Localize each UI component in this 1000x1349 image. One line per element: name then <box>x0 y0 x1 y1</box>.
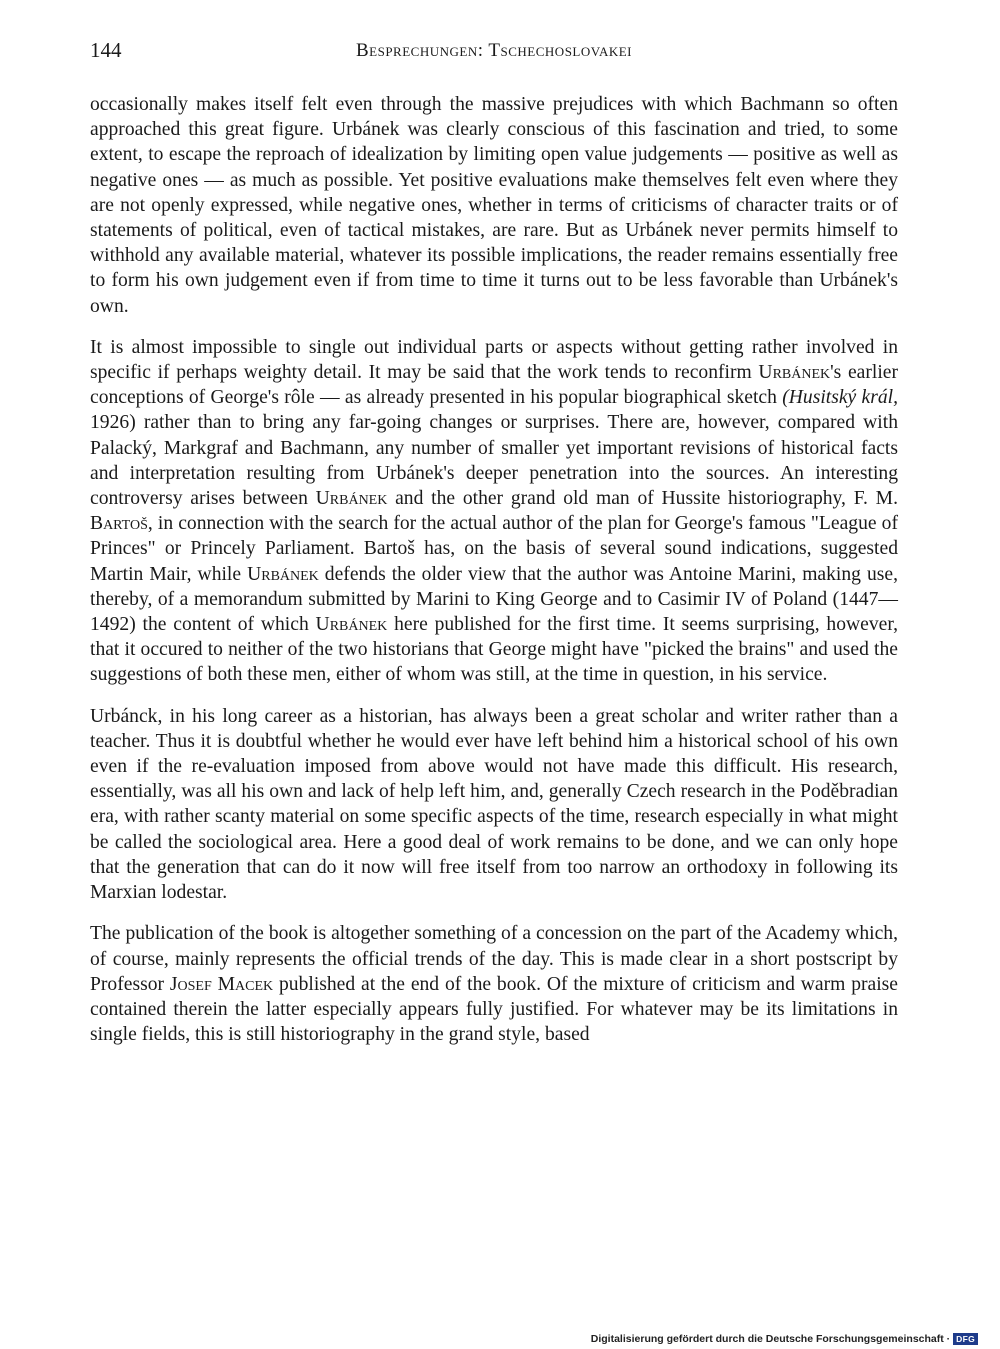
paragraph-2-text-e: 1926) rather than to bring any far-going changes or surprises. There are, however, compared with Palacký, Markgraf and Bachmann, any number of smaller yet important revisions of historical facts and interpretation resulting from Urbánek's deeper penetration into the sources. An interesting controversy arises between <box>90 412 898 510</box>
paragraph-3: Urbánck, in his long career as a historian, has always been a great scholar and writer rather than a teacher. Thus it is doubtful whether he would ever have left behind him a historical school of his own even if the re-evaluation imposed from above would not have made this difficult. His research, essentially, was all his own and lack of help left him, and, generally Czech research in the Poděbradian era, with rather scanty material on some specific aspects of the time, research especially in what might be called the sociological area. Here a good deal of work remains to be done, and we can only hope that the generation that can do it now will free itself from too narrow an orthodoxy in following its Marxian lodestar. <box>90 705 898 904</box>
paragraph-1: occasionally makes itself felt even through the massive prejudices with which Bachmann so often approached this great figure. Urbánek was clearly conscious of this fascination and tried, to some extent, to escape the reproach of idealization by limiting open value judgements — positive as well as negative ones — as much as possible. Yet positive evaluations make themselves felt even where they are not openly expressed, while negative ones, whether in terms of criticisms of character traits or of statements of political, even of tactical mistakes, are rare. But as Urbánek never permits himself to withhold any available material, whatever its possible implications, the reader remains essentially free to form his own judgement even if from time to time it turns out to be less favorable than Urbánek's own. <box>90 94 898 317</box>
running-title: Besprechungen: Tschechoslovakei <box>355 40 633 61</box>
author-name-urbanek: Urbánek <box>315 488 388 510</box>
paragraph-2 <box>90 335 898 688</box>
author-name-urbanek: Urbánek <box>247 563 319 585</box>
paragraph-2-text-a: It is almost impossible to single out individual parts or aspects without getting rather involved in specific if perhaps weighty detail. It may be said that the work tends to reconfirm <box>90 336 898 384</box>
paragraph-2-text-m: here published for the first time. It seems surprising, however, that it occured to neither of the two historians that George might have "picked the brains" and used the suggestions of both these men, either of whom was still, at the time in question, in his service. <box>90 614 898 686</box>
book-title-husitsky-kral: (Husitský král, <box>782 387 898 409</box>
running-header <box>90 38 898 68</box>
dfg-logo-icon: DFG <box>953 1333 978 1345</box>
paragraph-2-text-i: , in connection with the search for the actual author of the plan for George's famous "League of Princes" or Princely Parliament. Bartoš has, on the basis of several sound indications, suggested Martin Mair, while <box>90 513 898 585</box>
paragraph-4-text-a: The publication of the book is altogether something of a concession on the part of the Academy which, of course, mainly represents the official trends of the day. This is made clear in a short postscript by Professor <box>90 923 898 995</box>
paragraph-4-text-c: published at the end of the book. Of the mixture of criticism and warm praise contained therein the latter especially appears fully justified. For whatever may be its limitations in single fields, this is still historiography in the grand style, based <box>90 973 898 1046</box>
author-name-macek: Josef Macek <box>169 973 274 995</box>
author-name-bartos: Bartoš <box>90 513 148 535</box>
article-body <box>90 92 898 1063</box>
author-name-urbanek: Urbánek <box>315 614 388 636</box>
paragraph-2-text-g: and the other grand old man of Hussite historiography, F. M. <box>387 488 898 510</box>
author-name-urbanek: Urbánek <box>758 362 831 384</box>
footer-credit: Digitalisierung gefördert durch die Deutsche Forschungsgemeinschaft · <box>590 1333 951 1345</box>
paragraph-4 <box>90 921 898 1047</box>
page-number: 144 <box>90 38 122 62</box>
digitization-footer <box>591 1331 978 1347</box>
paragraph-2-text-c: 's earlier conceptions of George's rôle — as already presented in his popular biographical sketch <box>90 362 898 409</box>
paragraph-2-text-k: defends the older view that the author was Antoine Marini, making use, thereby, of a memorandum submitted by Marini to King George and to Casimir IV of Poland (1447—1492) the content of which <box>90 563 898 636</box>
